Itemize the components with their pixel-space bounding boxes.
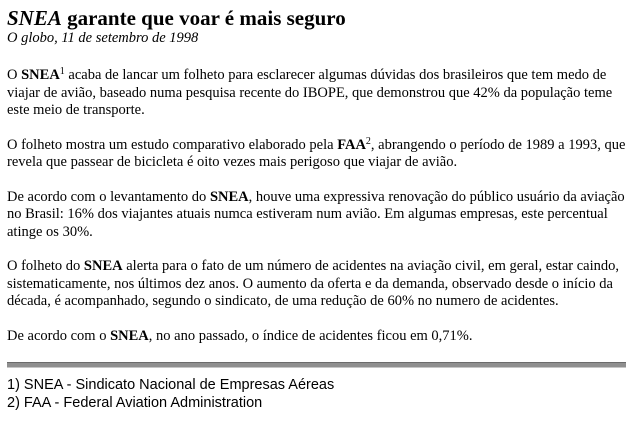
p1-text-2: acaba de lancar um folheto para esclarecer algumas dúvidas dos brasileiros que tem medo de viajar de avião, baseado numa pesquisa recente do IBOPE, que demonstrou que 42% da população teme este meio de transporte. — [7, 67, 613, 118]
p2-bold-faa: FAA — [337, 136, 366, 153]
article-source: O globo, 11 de setembro de 1998 — [7, 30, 199, 46]
p5-text-2: , no ano passado, o índice de acidentes ficou em 0,71%. — [148, 327, 473, 344]
horizontal-rule — [7, 362, 626, 368]
p1-text-1: O — [7, 67, 22, 83]
p3-bold-snea: SNEA — [209, 188, 249, 205]
paragraph-2 — [7, 137, 626, 172]
p4-bold-snea: SNEA — [83, 258, 123, 274]
title-rest: garante que voar é mais seguro — [61, 6, 346, 30]
p2-text-2: , abrangendo o período de 1989 a 1993, que revela que passear de bicicleta é oito vezes mais perigoso que viajar de avião. — [7, 136, 626, 170]
footnote-ref-2: 2 — [365, 135, 371, 147]
footnote-ref-1: 1 — [59, 66, 65, 77]
paragraph-5 — [7, 328, 626, 346]
p2-text-1: O folheto mostra um estudo comparativo elaborado pela — [7, 136, 338, 153]
p4-text-1: O folheto do — [7, 258, 84, 274]
p1-bold-snea: SNEA — [21, 67, 60, 83]
p3-text-2: , houve uma expressiva renovação do público usuário da aviação no Brasil: 16% dos viajantes atuais numca estiveram num avião. Em algumas empresas, este percentual atinge os 30%. — [7, 188, 625, 240]
paragraph-4 — [7, 258, 626, 311]
p3-text-1: De acordo com o levantamento do — [7, 188, 210, 205]
article-title — [7, 6, 626, 30]
p5-bold-snea: SNEA — [110, 327, 149, 344]
p4-text-2: alerta para o fato de um número de acidentes na aviação civil, em geral, estar caindo, sistematicamente, nos últimos dez anos. O aumento da oferta e da demanda, observado desde o início da década, é acompanhado, segundo o sindicato, de uma redução de 60% no numero de acidentes. — [7, 258, 620, 309]
paragraph-1 — [7, 67, 626, 120]
footnote-1: 1) SNEA - Sindicato Nacional de Empresas Aéreas — [7, 377, 335, 393]
paragraph-3 — [7, 189, 626, 242]
footnote-2: 2) FAA - Federal Aviation Administration — [7, 395, 263, 411]
title-lead: SNEA — [7, 6, 62, 30]
p5-text-1: De acordo com o — [7, 327, 111, 344]
